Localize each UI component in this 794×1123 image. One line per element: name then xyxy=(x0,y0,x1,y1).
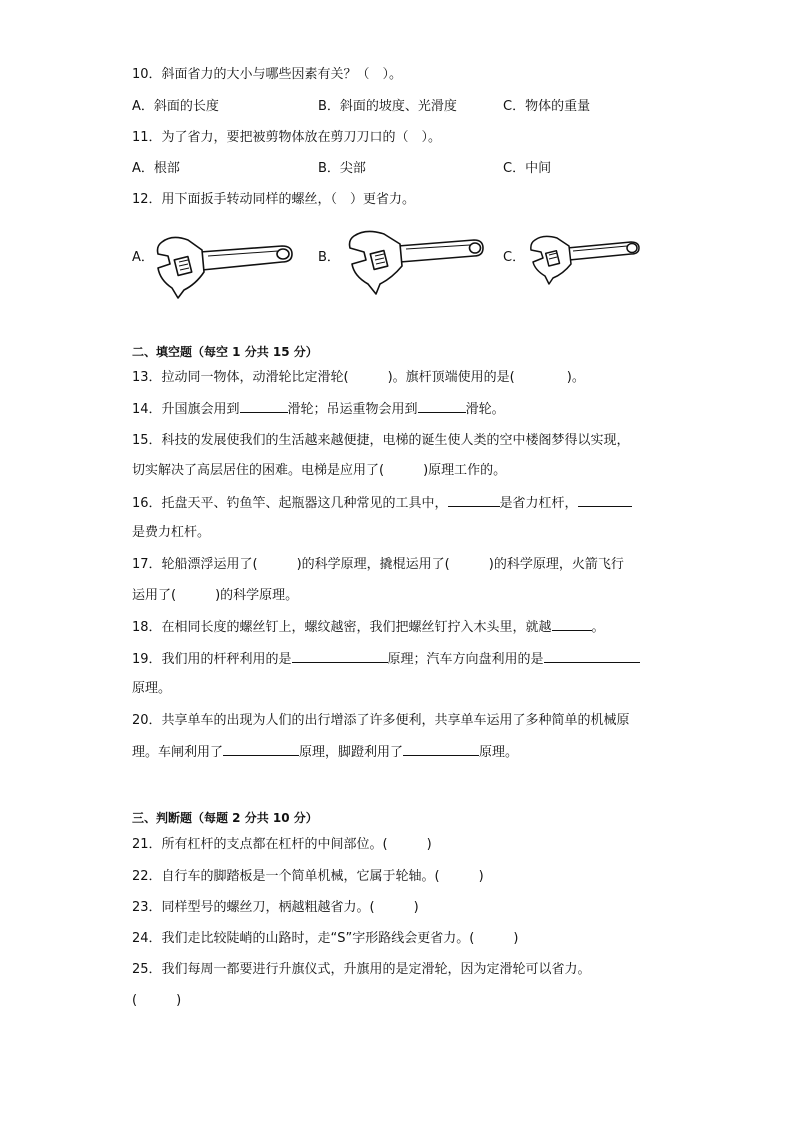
section-fill-in-header: 二、填空题（每空 1 分共 15 分） xyxy=(132,345,318,359)
wrench-c-image xyxy=(527,232,643,286)
answer-blank[interactable] xyxy=(418,400,466,413)
question-16 xyxy=(132,494,632,513)
question-18-text-a: 18．在相同长度的螺丝钉上，螺纹越密，我们把螺丝钉拧入木头里，就越 xyxy=(132,620,552,635)
question-14-text-c: 滑轮。 xyxy=(465,402,505,417)
wrench-b-image xyxy=(344,226,486,296)
question-12-stem: 12．用下面扳手转动同样的螺丝，（ ）更省力。 xyxy=(132,192,416,207)
question-20-line-2 xyxy=(132,743,518,762)
wrench-a-image xyxy=(150,228,295,300)
question-20-text-c: 原理。 xyxy=(479,745,519,760)
question-16-text-b: 是省力杠杆， xyxy=(499,496,578,511)
answer-blank[interactable] xyxy=(552,618,592,631)
section-judge-header: 三、判断题（每题 2 分共 10 分） xyxy=(132,811,318,825)
question-12-option-b: B． xyxy=(318,250,340,265)
question-13: 13．拉动同一物体，动滑轮比定滑轮( )。旗杆顶端使用的是( )。 xyxy=(132,370,585,385)
question-12-option-a: A． xyxy=(132,250,154,265)
question-24: 24．我们走比较陡峭的山路时，走“S”字形路线会更省力。( ) xyxy=(132,931,519,946)
question-17-line-2: 运用了( )的科学原理。 xyxy=(132,588,299,603)
question-15-line-1: 15．科技的发展使我们的生活越来越便捷，电梯的诞生使人类的空中楼阁梦得以实现， xyxy=(132,433,630,448)
question-20-text-a: 理。车闸利用了 xyxy=(132,745,224,760)
question-18 xyxy=(132,618,605,637)
answer-blank[interactable] xyxy=(292,650,388,663)
question-12-option-c: C． xyxy=(503,250,526,265)
question-19-text-a: 19．我们用的杆秤利用的是 xyxy=(132,652,292,667)
question-19-text-b: 原理；汽车方向盘利用的是 xyxy=(387,652,544,667)
question-10-stem: 10．斜面省力的大小与哪些因素有关？（ ）。 xyxy=(132,67,403,82)
answer-blank[interactable] xyxy=(240,400,288,413)
question-10-option-b: B．斜面的坡度、光滑度 xyxy=(318,99,457,114)
answer-blank[interactable] xyxy=(578,494,632,507)
question-15-line-2: 切实解决了高层居住的困难。电梯是应用了( )原理工作的。 xyxy=(132,463,507,478)
question-10-option-c: C．物体的重量 xyxy=(503,99,591,114)
answer-blank[interactable] xyxy=(223,743,299,756)
question-14-text-b: 滑轮；吊运重物会用到 xyxy=(287,402,418,417)
question-11-option-b: B．尖部 xyxy=(318,161,366,176)
question-19-line-2: 原理。 xyxy=(132,681,172,696)
question-20-line-1: 20．共享单车的出现为人们的出行增添了许多便利，共享单车运用了多种简单的机械原 xyxy=(132,713,630,728)
question-11-option-a: A．根部 xyxy=(132,161,180,176)
question-21: 21．所有杠杆的支点都在杠杆的中间部位。( ) xyxy=(132,837,432,852)
question-16-text-a: 16．托盘天平、钓鱼竿、起瓶器这几种常见的工具中， xyxy=(132,496,448,511)
question-18-text-b: 。 xyxy=(591,620,605,635)
question-19 xyxy=(132,650,640,669)
question-22: 22．自行车的脚踏板是一个简单机械，它属于轮轴。( ) xyxy=(132,869,484,884)
question-17-line-1: 17．轮船漂浮运用了( )的科学原理，撬棍运用了( )的科学原理，火箭飞行 xyxy=(132,557,624,572)
question-11-stem: 11．为了省力，要把被剪物体放在剪刀刀口的（ ）。 xyxy=(132,130,442,145)
answer-blank[interactable] xyxy=(544,650,640,663)
question-14-text-a: 14．升国旗会用到 xyxy=(132,402,240,417)
question-20-text-b: 原理，脚蹬利用了 xyxy=(299,745,404,760)
question-14 xyxy=(132,400,505,419)
question-16-line-2: 是费力杠杆。 xyxy=(132,525,211,540)
question-25-line-1: 25．我们每周一都要进行升旗仪式，升旗用的是定滑轮，因为定滑轮可以省力。 xyxy=(132,962,591,977)
answer-blank[interactable] xyxy=(403,743,479,756)
answer-blank[interactable] xyxy=(448,494,500,507)
question-23: 23．同样型号的螺丝刀，柄越粗越省力。( ) xyxy=(132,900,419,915)
question-11-option-c: C．中间 xyxy=(503,161,552,176)
question-25-answer-bracket: ( ) xyxy=(132,993,182,1008)
question-10-option-a: A．斜面的长度 xyxy=(132,99,219,114)
